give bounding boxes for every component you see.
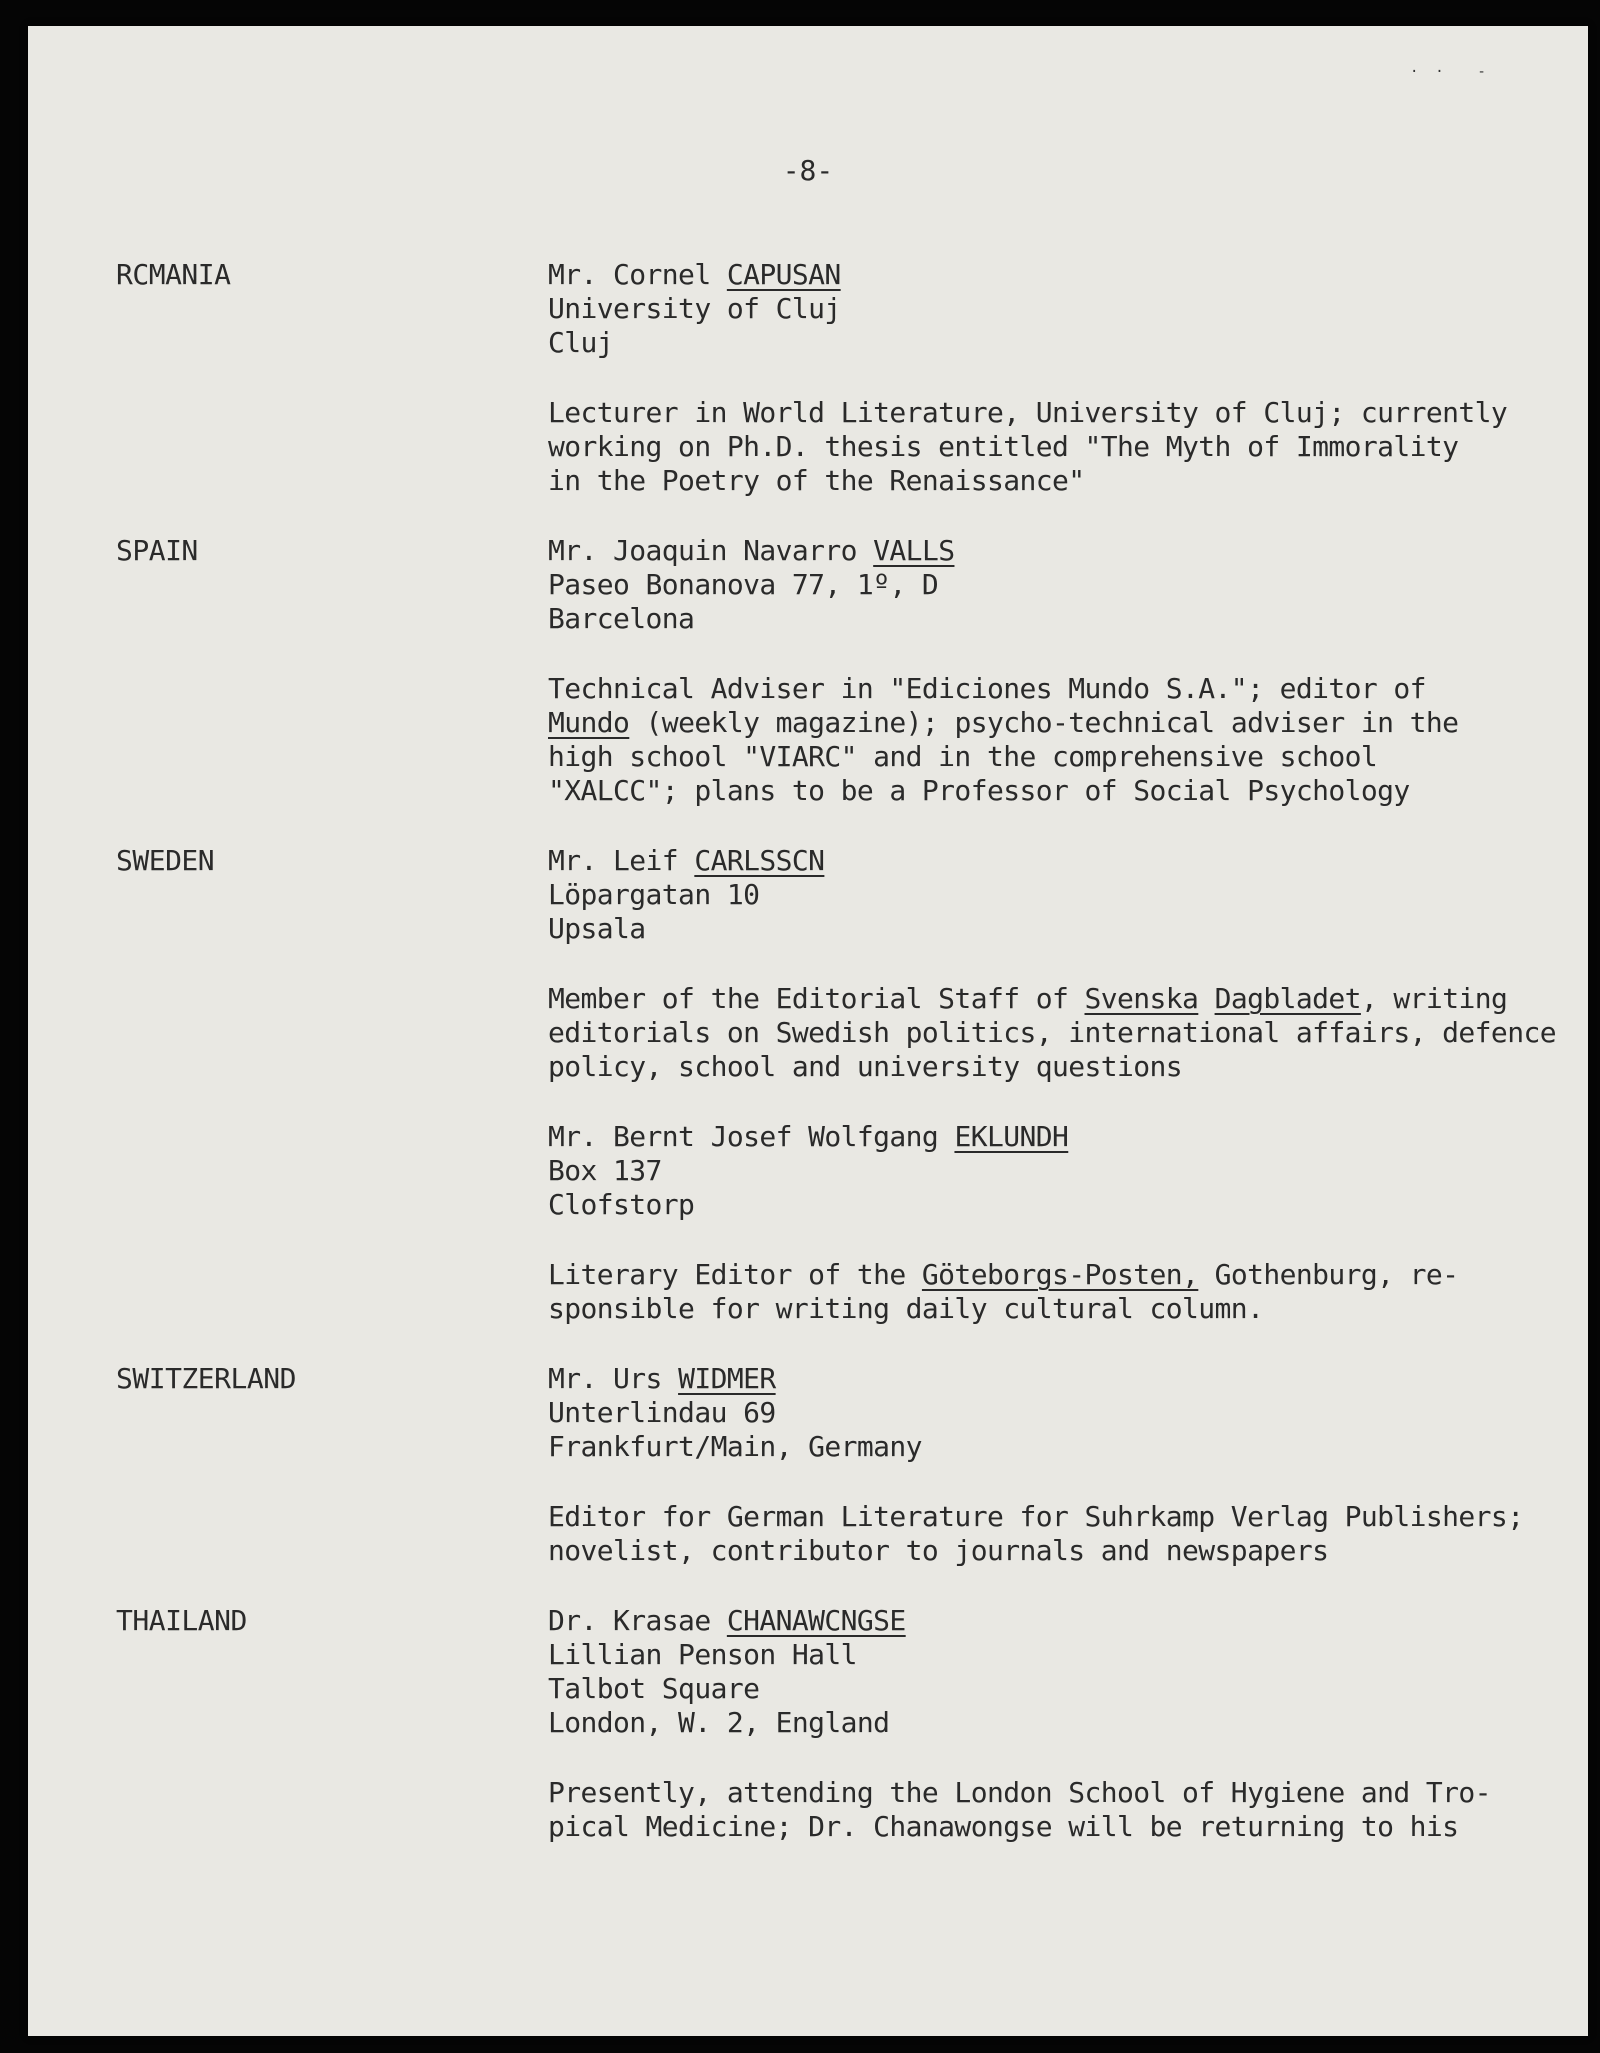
address-line: Box 137 xyxy=(548,1154,662,1187)
description-text: , writing xyxy=(1360,982,1508,1015)
description-line: editorials on Swedish politics, international affairs, defence xyxy=(548,1016,1556,1049)
address-line: London, W. 2, England xyxy=(548,1706,890,1739)
person-name-capusan xyxy=(548,258,841,291)
document-page xyxy=(28,26,1588,2036)
address-line: Upsala xyxy=(548,912,646,945)
description-line xyxy=(548,706,1458,739)
description-line: pical Medicine; Dr. Chanawongse will be returning to his xyxy=(548,1810,1459,1843)
address-line: Talbot Square xyxy=(548,1672,760,1705)
person-name-valls xyxy=(548,534,954,567)
description-line: "XALCC"; plans to be a Professor of Social Psychology xyxy=(548,774,1410,807)
person-name-carlsson xyxy=(548,844,824,877)
description-line: Presently, attending the London School of Hygiene and Tro- xyxy=(548,1776,1491,1809)
speck-marks: · · - xyxy=(1410,64,1486,80)
address-line: Paseo Bonanova 77, 1º, D xyxy=(548,568,939,601)
description-line: Technical Adviser in "Ediciones Mundo S.A."; editor of xyxy=(548,672,1426,705)
name-prefix: Mr. Bernt Josef Wolfgang xyxy=(548,1120,939,1153)
address-line: Barcelona xyxy=(548,602,695,635)
description-line: Editor for German Literature for Suhrkamp Verlag Publishers; xyxy=(548,1500,1524,1533)
address-line: Unterlindau 69 xyxy=(548,1396,776,1429)
address-line: Cluj xyxy=(548,326,614,359)
page-number: -8- xyxy=(782,154,834,187)
description-line: novelist, contributor to journals and newspapers xyxy=(548,1534,1329,1567)
description-line: working on Ph.D. thesis entitled "The Myth of Immorality xyxy=(548,430,1459,463)
surname: CHANAWCNGSE xyxy=(726,1604,906,1637)
address-line: Clofstorp xyxy=(548,1188,695,1221)
person-name-eklundh xyxy=(548,1120,1068,1153)
person-name-chanawongse xyxy=(548,1604,906,1637)
name-prefix: Dr. Krasae xyxy=(548,1604,711,1637)
description-line: sponsible for writing daily cultural column. xyxy=(548,1292,1264,1325)
country-thailand: THAILAND xyxy=(116,1604,247,1637)
name-prefix: Mr. Urs xyxy=(548,1362,662,1395)
description-line: policy, school and university questions xyxy=(548,1050,1183,1083)
name-prefix: Mr. Joaquin Navarro xyxy=(548,534,857,567)
surname: VALLS xyxy=(873,534,955,567)
magazine-title: Mundo xyxy=(548,706,630,739)
description-line: high school "VIARC" and in the comprehensive school xyxy=(548,740,1378,773)
description-line xyxy=(548,1258,1458,1291)
person-name-widmer xyxy=(548,1362,776,1395)
surname: WIDMER xyxy=(678,1362,776,1395)
country-switzerland: SWITZERLAND xyxy=(116,1362,296,1395)
country-romania: RCMANIA xyxy=(116,258,231,291)
newspaper-title: Dagbladet xyxy=(1214,982,1361,1015)
address-line: Frankfurt/Main, Germany xyxy=(548,1430,922,1463)
surname: CARLSSCN xyxy=(694,844,825,877)
country-sweden: SWEDEN xyxy=(116,844,215,877)
description-line xyxy=(548,982,1507,1015)
address-line: Löpargatan 10 xyxy=(548,878,760,911)
name-prefix: Mr. Cornel xyxy=(548,258,711,291)
description-text: Literary Editor of the xyxy=(548,1258,922,1291)
surname: EKLUNDH xyxy=(954,1120,1069,1153)
address-line: Lillian Penson Hall xyxy=(548,1638,857,1671)
surname: CAPUSAN xyxy=(726,258,841,291)
description-text: (weekly magazine); psycho-technical adviser in the xyxy=(629,706,1459,739)
newspaper-title: Svenska xyxy=(1084,982,1199,1015)
newspaper-title: Göteborgs-Posten, xyxy=(921,1258,1199,1291)
description-text: Gothenburg, re- xyxy=(1198,1258,1459,1291)
address-line: University of Cluj xyxy=(548,292,841,325)
description-text: Member of the Editorial Staff of xyxy=(548,982,1085,1015)
description-line: Lecturer in World Literature, University of Cluj; currently xyxy=(548,396,1508,429)
country-spain: SPAIN xyxy=(116,534,198,567)
name-prefix: Mr. Leif xyxy=(548,844,679,877)
description-line: in the Poetry of the Renaissance" xyxy=(548,464,1085,497)
